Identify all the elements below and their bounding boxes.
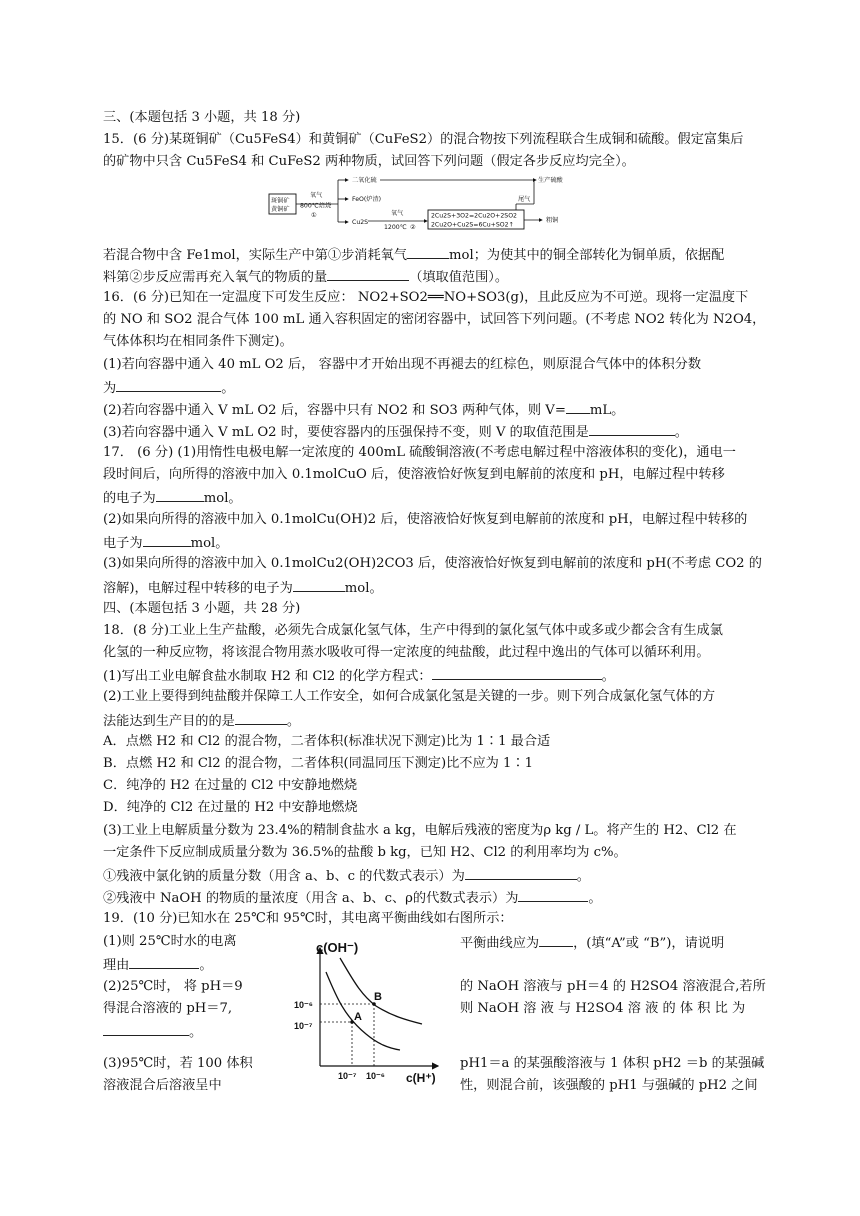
q17-line-2: 段时间后，向所得的溶液中加入 0.1molCuO 后，使溶液恰好恢复到电解前的浓度和 pH，电解过程中转移	[103, 467, 725, 482]
reaction-2: 2Cu2O+Cu2S=6Cu+SO2↑	[431, 221, 514, 229]
q15-line-1: 15．(6 分)某斑铜矿（Cu5FeS4）和黄铜矿（CuFeS2）的混合物按下列流程联合生成铜和硫酸。假定富集后	[103, 132, 744, 147]
step-1-marker: ①	[311, 212, 317, 219]
q19-part-3-right: pH1＝a 的某强酸溶液与 1 体积 pH2 ＝b 的某强碱	[460, 1056, 765, 1071]
so2-label: 二氧化硫	[352, 177, 377, 184]
section-4-heading: 四、(本题包括 3 小题，共 28 分)	[103, 601, 301, 616]
answer-blank[interactable]	[129, 955, 199, 969]
q16-line-1: 16．(6 分)已知在一定温度下可发生反应： NO2+SO2══NO+SO3(g)，且此反应为不可逆。现将一定温度下	[103, 290, 749, 305]
q16-line-3: 气体体积均在相同条件下测定)。	[103, 334, 293, 349]
point-a-label: A	[354, 1011, 362, 1023]
feo-slag-label: FeO(炉渣)	[352, 196, 382, 203]
sulfuric-acid-label: 生产硫酸	[538, 177, 563, 184]
q16-part-3: (3)若向容器中通入 V mL O2 时，要使容器内的压强保持不变，则 V 的取值范围是 。	[103, 422, 688, 442]
ore-label-2: 黄铜矿	[271, 206, 290, 213]
q19-part-1-left: (1)则 25℃时水的电离	[103, 934, 237, 949]
q19-line-1: 19．(10 分)已知水在 25℃和 95℃时，其电离平衡曲线如右图所示：	[103, 911, 513, 926]
q16-part-1-answer: 为 。	[103, 378, 234, 398]
q19-part-2-left-2: 得混合溶液的 pH＝7,	[103, 1001, 233, 1016]
q18-part-1: (1)写出工业电解食盐水制取 H2 和 Cl2 的化学方程式： 。	[103, 666, 615, 686]
x-tick-2: 10⁻⁶	[366, 1071, 385, 1081]
q17-line-1: 17． (6 分) (1)用惰性电极电解一定浓度的 400mL 硫酸铜溶液(不考虑电解过程中溶液体积的变化)，通电一	[103, 445, 736, 460]
answer-blank[interactable]	[327, 267, 409, 281]
y-tick-2: 10⁻⁷	[294, 1021, 313, 1031]
y-tick-1: 10⁻⁶	[294, 1000, 313, 1010]
q19-part-1-reason: 理由 。	[103, 955, 213, 975]
q15-flow-diagram	[266, 174, 624, 230]
q18-subpart-2: ②残液中 NaOH 的物质的量浓度（用含 a、b、c、ρ的代数式表示）为 。	[103, 888, 602, 908]
y-axis-label: c(OH⁻)	[316, 940, 359, 955]
smelt-condition: 1200℃	[384, 224, 407, 231]
q17-line-3: 的电子为 mol。	[103, 488, 242, 508]
answer-blank[interactable]	[116, 378, 221, 392]
answer-blank[interactable]	[235, 711, 287, 725]
q19-part-2-right: 的 NaOH 溶液与 pH＝4 的 H2SO4 溶液混合,若所	[460, 979, 766, 994]
answer-blank[interactable]	[518, 888, 588, 902]
q15-line-4: 料第②步反应需再充入氧气的物质的量 （填取值范围）。	[103, 267, 508, 287]
x-axis-label: c(H⁺)	[406, 1071, 436, 1085]
q18-option-d: D．纯净的 Cl2 在过量的 H2 中安静地燃烧	[103, 800, 358, 815]
q18-part-2-answer: 法能达到生产目的的是 。	[103, 711, 300, 731]
point-b-label: B	[374, 991, 382, 1003]
curve-a	[326, 972, 400, 1050]
ore-label-1: 斑铜矿	[271, 197, 290, 205]
q18-option-b: B．点燃 H2 和 Cl2 的混合物，二者体积(同温同压下测定)比不应为 1∶1	[103, 756, 533, 771]
q17-part-3-answer: 溶解)，电解过程中转移的电子为 mol。	[103, 578, 383, 598]
q17-part-3: (3)如果向所得的溶液中加入 0.1molCu2(OH)2CO3 后，使溶液恰好恢复到电解前的浓度和 pH(不考虑 CO2 的	[103, 556, 762, 571]
answer-blank[interactable]	[143, 533, 191, 547]
q17-part-2-answer: 电子为 mol。	[103, 533, 228, 553]
answer-blank[interactable]	[432, 666, 602, 680]
section-3-heading: 三、(本题包括 3 小题，共 18 分)	[103, 110, 301, 125]
cu2s-label: Cu2S	[352, 219, 369, 226]
step-2-marker: ②	[410, 224, 416, 231]
answer-blank[interactable]	[407, 245, 449, 259]
answer-blank[interactable]	[465, 866, 577, 880]
q15-line-2: 的矿物中只含 Cu5FeS4 和 CuFeS2 两种物质，试回答下列问题（假定各步反应均完全）。	[103, 154, 635, 169]
q18-part-3-line-1: (3)工业上电解质量分数为 23.4%的精制食盐水 a kg，电解后残液的密度为ρ kg / L。将产生的 H2、Cl2 在	[103, 823, 737, 838]
answer-blank[interactable]	[539, 933, 573, 947]
oxygen-label-1: 氧气	[310, 192, 323, 199]
q19-part-3-right-2: 性，则混合前，该强酸的 pH1 与强碱的 pH2 之间	[460, 1078, 758, 1093]
q15-line-3: 若混合物中含 Fe1mol，实际生产中第①步消耗氧气 mol；为使其中的铜全部转化为铜单质，依据配	[103, 245, 724, 265]
q18-option-c: C．纯净的 H2 在过量的 Cl2 中安静地燃烧	[103, 778, 358, 793]
crude-copper-label: 粗铜	[546, 217, 559, 224]
answer-blank[interactable]	[566, 400, 590, 414]
x-tick-1: 10⁻⁷	[338, 1071, 357, 1081]
q18-line-2: 化氢的一种反应物，将该混合物用蒸水吸收可得一定浓度的纯盐酸，此过程中逸出的气体可以循环利用。	[103, 645, 710, 660]
q16-line-2: 的 NO 和 SO2 混合气体 100 mL 通入容积固定的密闭容器中，试回答下列问题。(不考虑 NO2 转化为 N2O4，	[103, 312, 766, 327]
q19-part-2-left: (2)25℃时， 将 pH＝9	[103, 979, 243, 994]
q19-part-2-answer: 。	[103, 1022, 202, 1042]
q18-subpart-1: ①残液中氯化钠的质量分数（用含 a、b、c 的代数式表示）为 。	[103, 866, 590, 886]
q19-part-3-left: (3)95℃时，若 100 体积	[103, 1056, 253, 1071]
q16-part-2: (2)若向容器中通入 V mL O2 后，容器中只有 NO2 和 SO3 两种气体，则 V= mL。	[103, 400, 624, 420]
q19-part-1-right: 平衡曲线应为 ，(填“A”或 “B”)，请说明	[460, 933, 724, 953]
q18-part-3-line-2: 一定条件下反应制成质量分数为 36.5%的盐酸 b kg，已知 H2、Cl2 的利用率均为 c%。	[103, 845, 627, 860]
water-ionization-graph	[296, 936, 446, 1086]
answer-blank[interactable]	[293, 578, 345, 592]
answer-blank[interactable]	[103, 1022, 189, 1036]
q16-part-1: (1)若向容器中通入 40 mL O2 后， 容器中才开始出现不再褪去的红棕色，则原混合气体中的体积分数	[103, 357, 702, 372]
q18-part-2: (2)工业上要得到纯盐酸并保障工人工作安全，如何合成氯化氢是关键的一步。则下列合成氯化氢气体的方	[103, 689, 716, 704]
tail-gas-label: 尾气	[518, 196, 531, 203]
answer-blank[interactable]	[589, 422, 675, 436]
oxygen-label-2: 氧气	[391, 210, 404, 217]
q18-line-1: 18．(8 分)工业上生产盐酸，必须先合成氯化氢气体，生产中得到的氯化氢气体中或多或少都会含有生成氯	[103, 623, 723, 638]
answer-blank[interactable]	[156, 488, 204, 502]
roast-condition: 800℃焙烧	[300, 202, 332, 210]
q19-part-3-left-2: 溶液混合后溶液呈中	[103, 1078, 222, 1093]
q17-part-2: (2)如果向所得的溶液中加入 0.1molCu(OH)2 后，使溶液恰好恢复到电解前的浓度和 pH，电解过程中转移的	[103, 512, 748, 527]
q18-option-a: A．点燃 H2 和 Cl2 的混合物，二者体积(标准状况下测定)比为 1∶1 最合适	[103, 734, 551, 749]
reaction-1: 2Cu2S+3O2=2Cu2O+2SO2	[431, 212, 517, 220]
q19-part-2-right-2: 则 NaOH 溶 液 与 H2SO4 溶 液 的 体 积 比 为	[460, 1001, 746, 1016]
